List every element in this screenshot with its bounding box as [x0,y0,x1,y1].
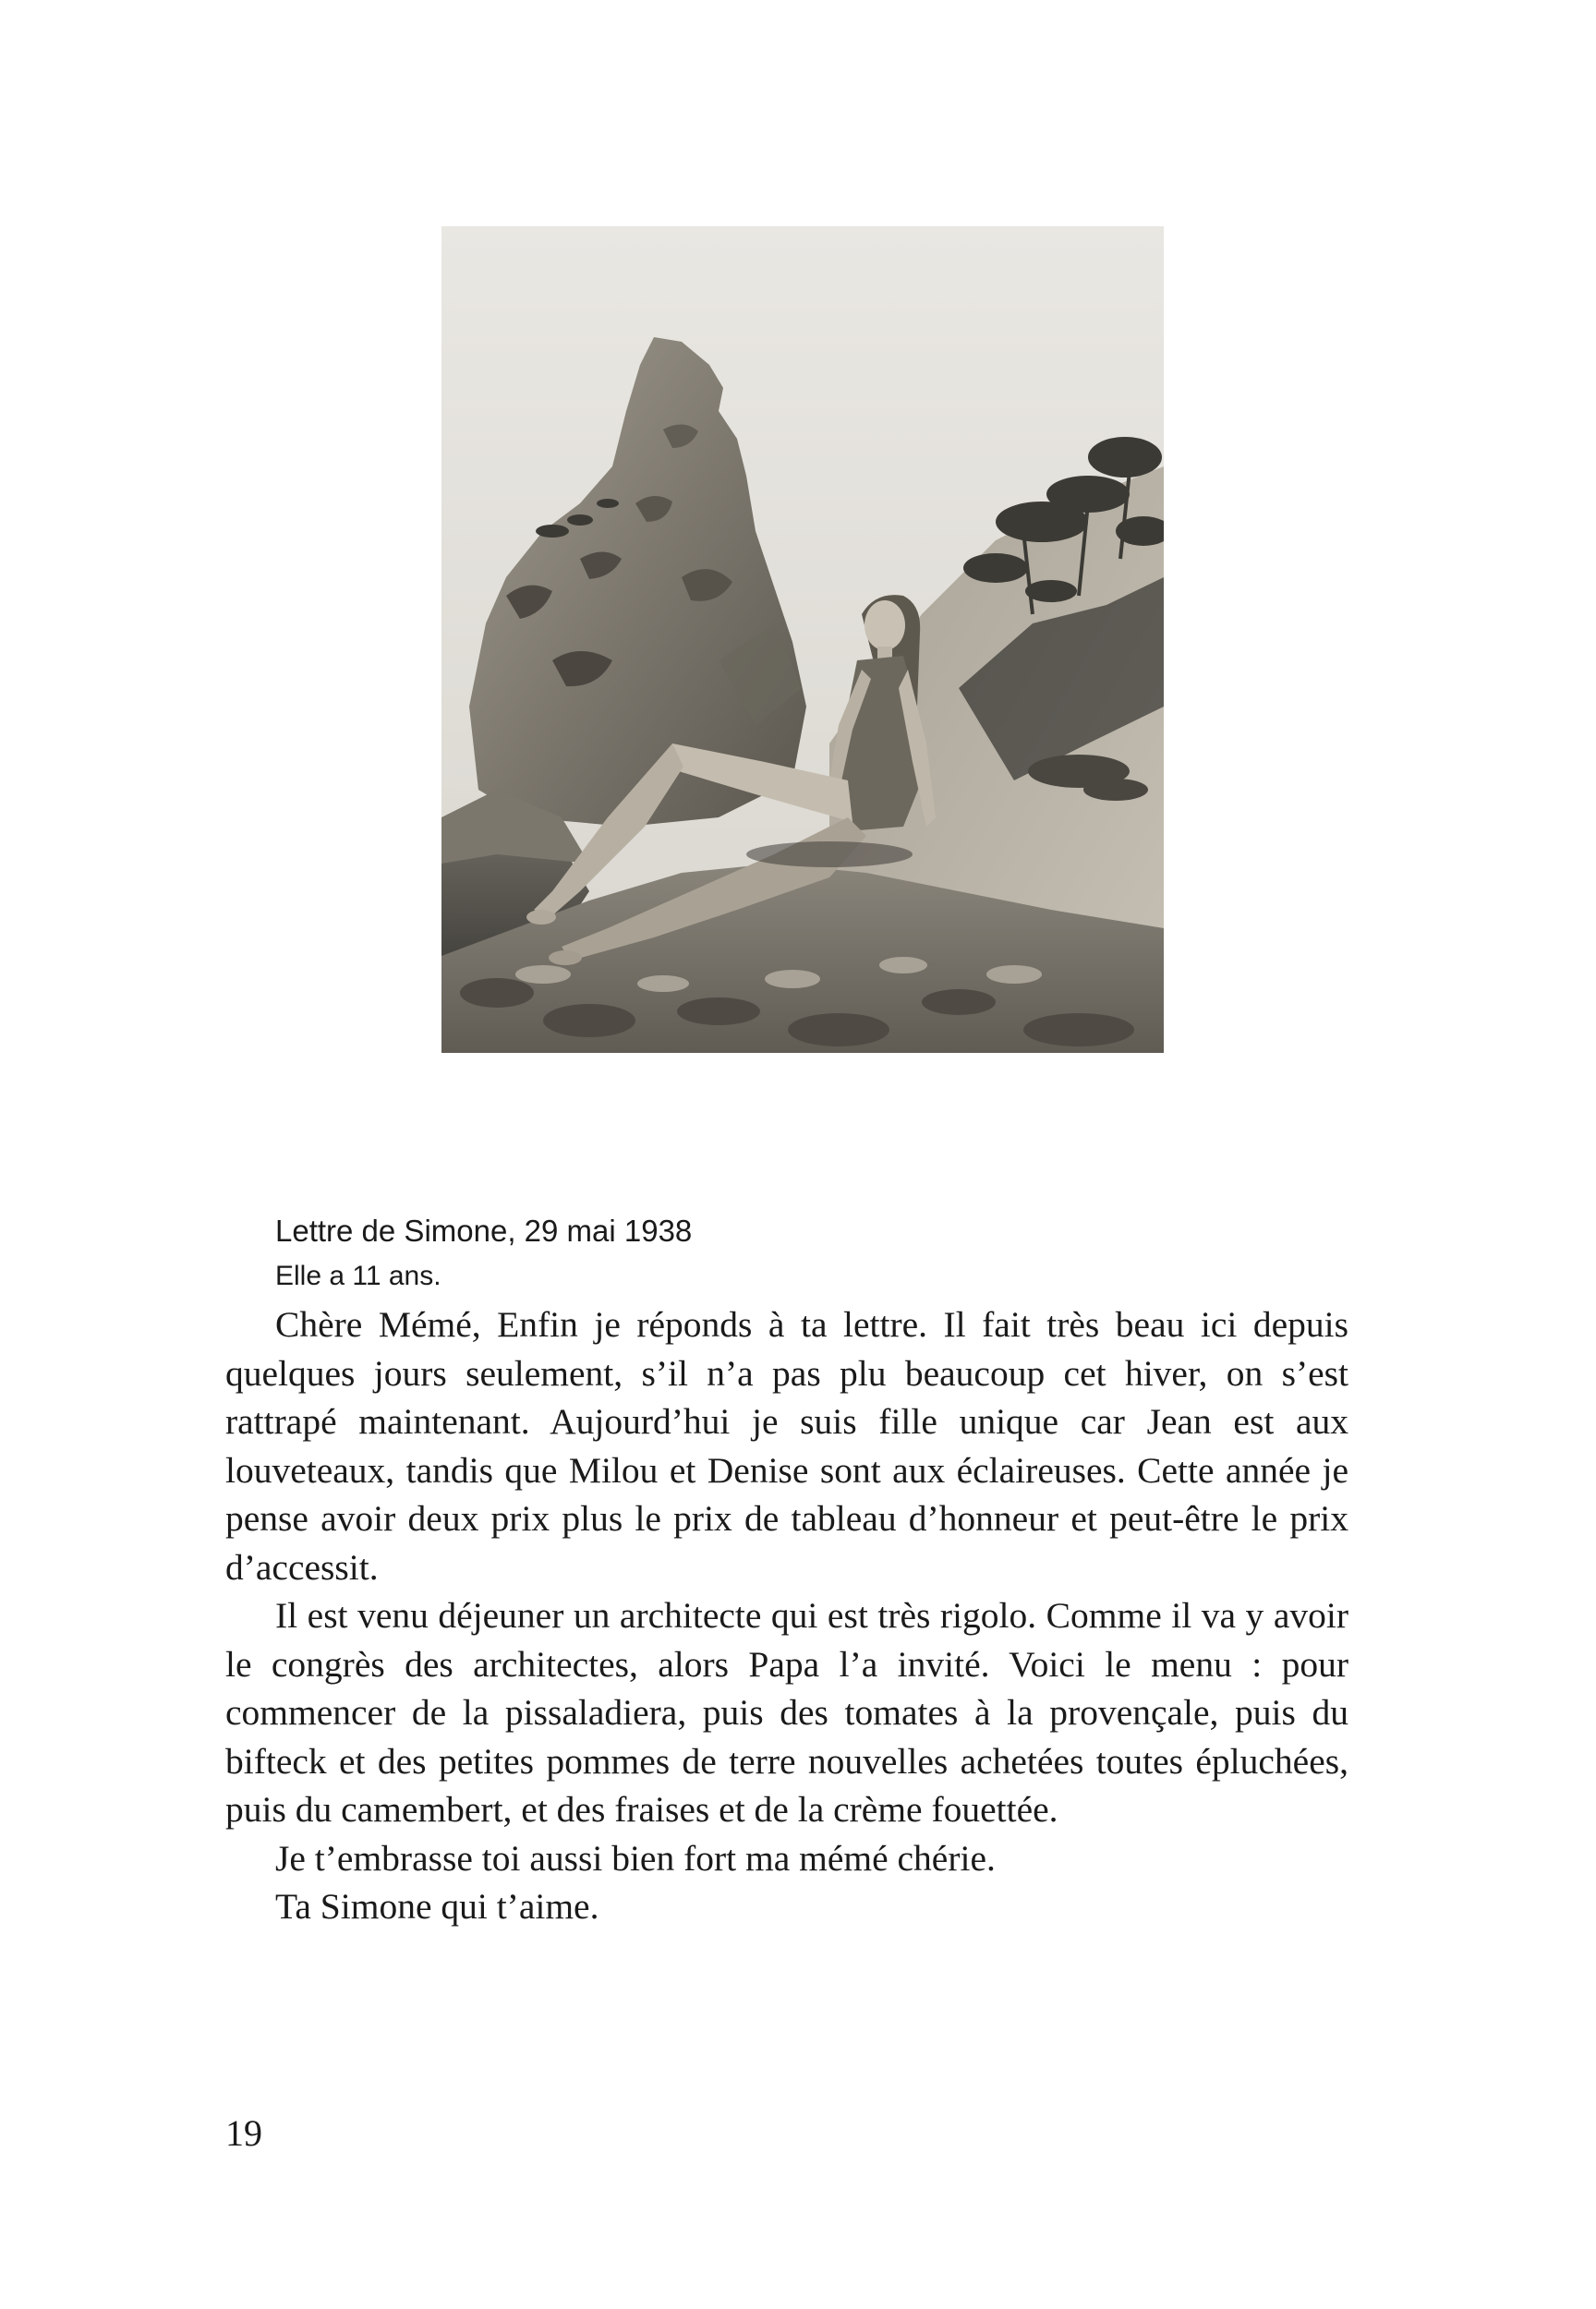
page-number: 19 [225,2112,262,2154]
letter-paragraph: Il est venu déjeuner un architecte qui est très rigolo. Comme il va y avoir le congrès des architectes, alors Papa l’a invité. Voici le menu : pour commencer de la pissaladiera, puis des tomates à la provençale, puis du bifteck et des petites pommes de terre nouvelles achetées toutes épluchées, puis du camembert, et des fraises et de la crème fouettée. [225,1595,1348,1830]
letter-subtitle: Elle a 11 ans. [275,1261,441,1291]
letter-section [225,1208,1348,1931]
letter-title: Lettre de Simone, 29 mai 1938 [275,1214,693,1248]
letter-paragraph: Je t’embrasse toi aussi bien fort ma mémé chérie. [275,1837,996,1879]
vintage-photo-girl-sitting-on-coastal-rocks [441,226,1164,1053]
letter-body [225,1300,1348,1931]
letter-paragraph: Ta Simone qui t’aime. [275,1886,599,1927]
letter-paragraph: Chère Mémé, Enfin je réponds à ta lettre. Il fait très beau ici depuis quelques jours seulement, s’il n’a pas plu beaucoup cet hiver, on s’est rattrapé maintenant. Aujourd’hui je suis fille unique car Jean est aux louveteaux, tandis que Milou et Denise sont aux éclaireuses. Cette année je pense avoir deux prix plus le prix de tableau d’honneur et peut-être le prix d’accessit. [225,1304,1348,1588]
